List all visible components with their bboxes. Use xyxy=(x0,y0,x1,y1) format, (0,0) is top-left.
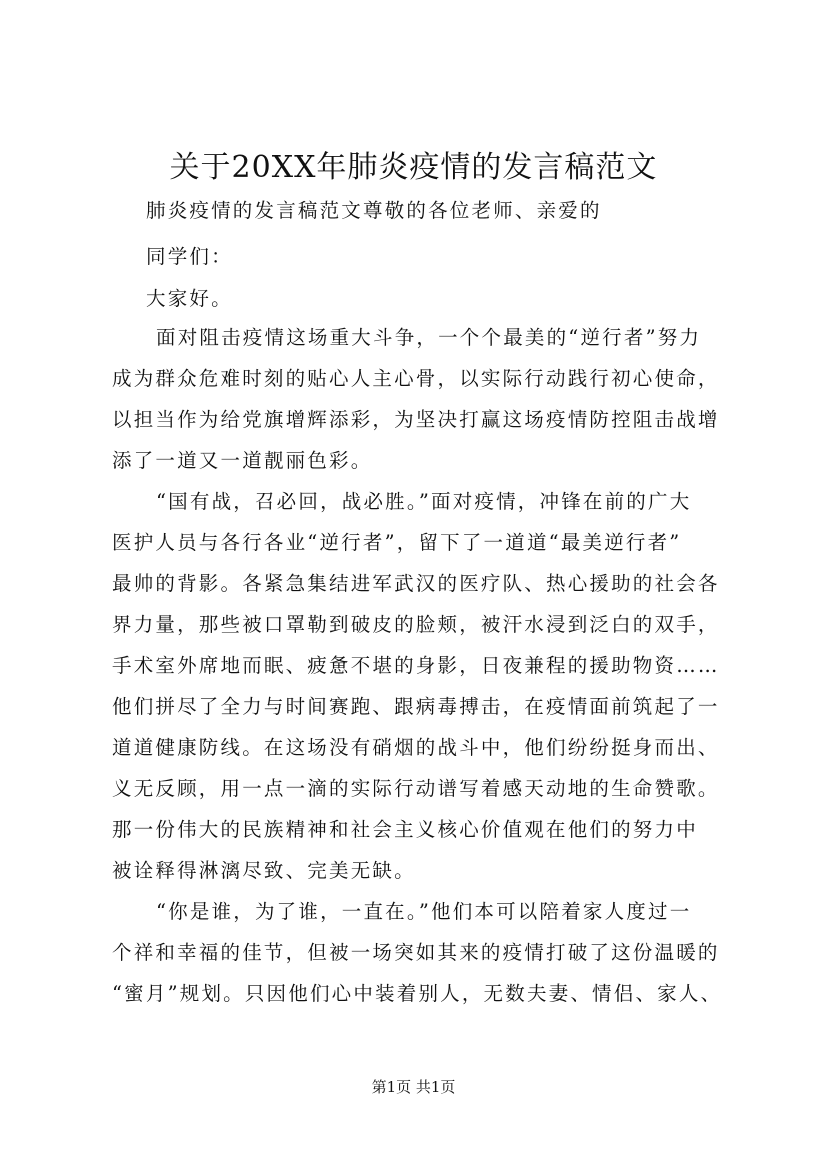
page-number-footer: 第1页 共1页 xyxy=(371,1078,456,1096)
paragraph-line: 以担当作为给党旗增辉添彩，为坚决打赢这场疫情防控阻击战增 xyxy=(112,408,720,431)
paragraph-line: 同学们： xyxy=(146,245,233,268)
paragraph-line: 被诠释得淋漓尽致、完美无缺。 xyxy=(112,859,416,882)
paragraph-line: 成为群众危难时刻的贴心人主心骨，以实际行动践行初心使命， xyxy=(112,367,720,390)
paragraph-line: 面对阻击疫情这场重大斗争，一个个最美的“逆行者”努力 xyxy=(156,326,702,349)
paragraph-line: 个祥和幸福的佳节，但被一场突如其来的疫情打破了这份温暖的 xyxy=(112,941,720,964)
paragraph-line: 大家好。 xyxy=(146,287,233,310)
paragraph-line: 肺炎疫情的发言稿范文尊敬的各位老师、亲爱的 xyxy=(146,199,602,222)
paragraph-line: 医护人员与各行各业“逆行者”，留下了一道道“最美逆行者” xyxy=(112,531,682,554)
paragraph-line: 义无反顾，用一点一滴的实际行动谱写着感天动地的生命赞歌。 xyxy=(112,777,720,800)
paragraph-line: 他们拼尽了全力与时间赛跑、跟病毒搏击，在疫情面前筑起了一 xyxy=(112,695,720,718)
paragraph-line: “国有战，召必回，战必胜。”面对疫情，冲锋在前的广大 xyxy=(156,490,692,513)
paragraph-line: 那一份伟大的民族精神和社会主义核心价值观在他们的努力中 xyxy=(112,818,698,841)
paragraph-line: 界力量，那些被口罩勒到破皮的脸颊，被汗水浸到泛白的双手， xyxy=(112,613,720,636)
paragraph-line: 手术室外席地而眠、疲惫不堪的身影，日夜兼程的援助物资…… xyxy=(112,654,720,677)
document-title: 关于20XX年肺炎疫情的发言稿范文 xyxy=(169,150,658,185)
paragraph-line: “你是谁，为了谁，一直在。”他们本可以陪着家人度过一 xyxy=(156,900,692,923)
paragraph-line: 最帅的背影。各紧急集结进军武汉的医疗队、热心援助的社会各 xyxy=(112,572,720,595)
paragraph-line: 添了一道又一道靓丽色彩。 xyxy=(112,449,373,472)
paragraph-line: “蜜月”规划。只因他们心中装着别人，无数夫妻、情侣、家人、 xyxy=(112,982,723,1005)
paragraph-line: 道道健康防线。在这场没有硝烟的战斗中，他们纷纷挺身而出、 xyxy=(112,736,720,759)
